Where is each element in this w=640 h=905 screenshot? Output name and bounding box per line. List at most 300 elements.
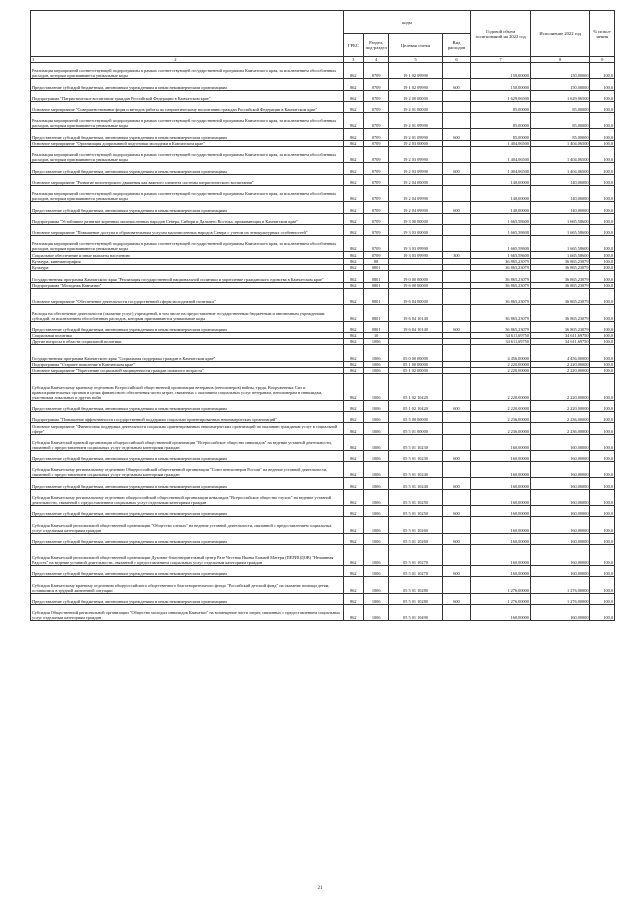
row-grbs: 862 [343, 332, 363, 338]
column-number: 3 [343, 57, 363, 63]
row-section: 1006 [363, 434, 389, 450]
row-target-article: 19 2 01 09990 [389, 113, 442, 129]
row-annual-amount: 160,00000 [471, 566, 531, 577]
row-section: 1006 [363, 533, 389, 544]
row-expense-type [442, 305, 471, 321]
row-grbs: 862 [343, 478, 363, 489]
row-section: 0709 [363, 129, 389, 140]
row-execution-amount: 150,00000 [530, 79, 590, 90]
page-number: 21 [317, 886, 323, 891]
row-expense-type [442, 90, 471, 101]
row-description: Реализация мероприятий соответствующей подпрограммы в рамках соответствующей государственной программы Камчатского края, за исключением обособленных расходов, которым присваиваются уникальные коды [31, 236, 344, 252]
table-row [31, 113, 615, 129]
row-execution-percent: 100,0 [590, 605, 615, 621]
row-section: 1006 [363, 605, 389, 621]
row-description: Реализация мероприятий соответствующей подпрограммы в рамках соответствующей государственной программы Камчатского края, за исключением обособленных расходов, которым присваиваются уникальные коды [31, 113, 344, 129]
row-grbs: 862 [343, 79, 363, 90]
row-execution-percent: 100,0 [590, 282, 615, 288]
row-execution-amount: 2 220,00000 [530, 361, 590, 367]
row-execution-percent: 100,0 [590, 339, 615, 345]
row-execution-amount: 85,00000 [530, 101, 590, 112]
table-row [31, 236, 615, 252]
table-row [31, 185, 615, 201]
table-row [31, 400, 615, 411]
row-expense-type [442, 101, 471, 112]
row-annual-amount: 1 404,06500 [471, 140, 531, 146]
row-target-article: 19 3 00 00000 [389, 213, 442, 224]
row-grbs: 862 [343, 517, 363, 533]
row-expense-type [442, 411, 471, 422]
row-section: 0709 [363, 185, 389, 201]
table-row [31, 411, 615, 422]
row-grbs: 862 [343, 113, 363, 129]
table-row [31, 478, 615, 489]
row-grbs: 862 [343, 462, 363, 478]
row-execution-percent: 100,0 [590, 478, 615, 489]
header-section: Раздел, под-раздел [363, 34, 389, 57]
row-expense-type [442, 462, 471, 478]
row-expense-type: 600 [442, 566, 471, 577]
row-description: Культура, кинематография [31, 258, 344, 264]
row-target-article: 19 2 01 00000 [389, 101, 442, 112]
header-type: Вид расходов [442, 34, 471, 57]
table-row [31, 533, 615, 544]
row-description: Субсидия Камчатскому региональному отделению Общероссийской общественной организации "Союз пенсионеров России" на ведение уставной деятельности, связанной с предоставлением социальных услуг отдельным категориям граждан [31, 462, 344, 478]
row-annual-amount: 4 456,00000 [471, 345, 531, 361]
row-execution-amount: 34 611,69750 [530, 332, 590, 338]
row-execution-amount: 85,00000 [530, 129, 590, 140]
row-annual-amount: 140,00000 [471, 185, 531, 201]
row-annual-amount: 2 220,00000 [471, 400, 531, 411]
row-grbs: 862 [343, 185, 363, 201]
row-grbs: 862 [343, 450, 363, 461]
row-annual-amount: 160,00000 [471, 478, 531, 489]
row-section: 0801 [363, 282, 389, 288]
row-section: 1006 [363, 577, 389, 593]
row-execution-percent: 100,0 [590, 544, 615, 565]
header-exec: Исполнение 2022 год [530, 11, 590, 57]
table-row [31, 147, 615, 163]
row-grbs: 862 [343, 174, 363, 185]
header-grbs: ГРБС [343, 34, 363, 57]
row-grbs: 862 [343, 577, 363, 593]
row-execution-percent: 100,0 [590, 288, 615, 304]
row-expense-type: 300 [442, 252, 471, 258]
row-execution-amount: 1 404,06500 [530, 140, 590, 146]
row-expense-type [442, 63, 471, 79]
row-execution-amount: 140,00000 [530, 185, 590, 201]
row-expense-type [442, 236, 471, 252]
row-description: Субсидия Общественной региональной организации "Общество молодых инвалидов Камчатки" на возмещение части затрат, связанных с предоставлением социальных услуг отдельным категориям граждан [31, 605, 344, 621]
row-section: 0801 [363, 321, 389, 332]
column-number: 8 [530, 57, 590, 63]
row-execution-amount: 36 865,23079 [530, 258, 590, 264]
table-row [31, 462, 615, 478]
row-target-article: 05 5 01 10240 [389, 462, 442, 478]
row-description: Реализация мероприятий соответствующей подпрограммы в рамках соответствующей государственной программы Камчатского края, за исключением обособленных расходов, которым присваиваются уникальные коды [31, 63, 344, 79]
row-target-article: 05 5 01 10280 [389, 577, 442, 593]
row-grbs: 862 [343, 593, 363, 604]
row-annual-amount: 160,00000 [471, 517, 531, 533]
column-number: 5 [389, 57, 442, 63]
budget-table [30, 10, 615, 621]
table-row [31, 566, 615, 577]
row-execution-amount: 36 865,23079 [530, 271, 590, 282]
row-section: 1006 [363, 505, 389, 516]
row-grbs: 862 [343, 224, 363, 235]
row-annual-amount: 1 629,06500 [471, 90, 531, 101]
row-execution-amount: 160,00000 [530, 605, 590, 621]
column-number: 9 [590, 57, 615, 63]
row-execution-amount: 36 865,23079 [530, 288, 590, 304]
row-expense-type [442, 174, 471, 185]
row-section: 0709 [363, 147, 389, 163]
row-description: Основное мероприятие "Совершенствование форм и методов работы по патриотическому воспитанию граждан Российской Федерации в Камчатском крае" [31, 101, 344, 112]
table-row [31, 374, 615, 400]
row-expense-type: 600 [442, 505, 471, 516]
row-annual-amount: 85,00000 [471, 101, 531, 112]
row-execution-percent: 100,0 [590, 345, 615, 361]
row-target-article: 05 1 02 10420 [389, 400, 442, 411]
row-annual-amount: 2 220,00000 [471, 361, 531, 367]
row-description: Основное мероприятие "Организация допризывной подготовки молодежи в Камчатском крае" [31, 140, 344, 146]
row-target-article: 05 1 00 00000 [389, 361, 442, 367]
row-description: Реализация мероприятий соответствующей подпрограммы в рамках соответствующей государственной программы Камчатского края, за исключением обособленных расходов, которым присваиваются уникальные коды [31, 147, 344, 163]
row-grbs: 862 [343, 544, 363, 565]
table-row [31, 605, 615, 621]
row-section: 0709 [363, 113, 389, 129]
row-execution-percent: 100,0 [590, 213, 615, 224]
row-annual-amount: 160,00000 [471, 489, 531, 505]
row-annual-amount: 2 236,00000 [471, 411, 531, 422]
row-execution-amount: 36 865,23079 [530, 305, 590, 321]
row-grbs: 862 [343, 339, 363, 345]
header-codes: коды [343, 11, 471, 34]
row-section: 1006 [363, 423, 389, 434]
row-section: 0801 [363, 305, 389, 321]
row-execution-percent: 100,0 [590, 505, 615, 516]
row-execution-amount: 160,00000 [530, 489, 590, 505]
row-target-article: 05 5 00 00000 [389, 411, 442, 422]
row-execution-amount: 1 665,58600 [530, 213, 590, 224]
row-annual-amount: 2 220,00000 [471, 374, 531, 400]
row-target-article: 05 5 01 10230 [389, 450, 442, 461]
row-execution-amount: 1 276,00000 [530, 593, 590, 604]
row-description: Подпрограмма "Устойчивое развитие коренных малочисленных народов Севера, Сибири и Дальнего Востока, проживающих в Камчатском крае" [31, 213, 344, 224]
row-target-article: 05 0 00 00000 [389, 345, 442, 361]
row-grbs: 862 [343, 271, 363, 282]
row-section: 1006 [363, 339, 389, 345]
header-name [31, 11, 344, 57]
table-row [31, 202, 615, 213]
row-execution-percent: 100,0 [590, 224, 615, 235]
row-execution-percent: 100,0 [590, 321, 615, 332]
row-target-article: 05 1 02 10420 [389, 374, 442, 400]
row-section: 0709 [363, 163, 389, 174]
row-execution-amount: 2 220,00000 [530, 400, 590, 411]
row-expense-type [442, 147, 471, 163]
row-execution-amount: 150,00000 [530, 63, 590, 79]
table-row [31, 544, 615, 565]
column-number: 7 [471, 57, 531, 63]
row-target-article: 19 2 01 09990 [389, 129, 442, 140]
row-annual-amount: 36 865,23079 [471, 265, 531, 271]
row-execution-percent: 100,0 [590, 400, 615, 411]
row-execution-amount: 1 404,06500 [530, 163, 590, 174]
row-annual-amount: 1 276,00000 [471, 577, 531, 593]
row-target-article: 19 3 03 09990 [389, 236, 442, 252]
row-execution-percent: 100,0 [590, 450, 615, 461]
row-execution-amount: 2 236,00000 [530, 423, 590, 434]
row-execution-amount: 2 220,00000 [530, 368, 590, 374]
row-description: Предоставление субсидий бюджетным, автономным учреждениям и иным некоммерческим организациям [31, 478, 344, 489]
row-annual-amount: 36 865,23079 [471, 321, 531, 332]
row-grbs: 862 [343, 90, 363, 101]
row-expense-type: 600 [442, 129, 471, 140]
row-target-article: 05 5 01 10230 [389, 434, 442, 450]
row-annual-amount: 1 404,06500 [471, 147, 531, 163]
row-target-article: 19 3 03 00000 [389, 224, 442, 235]
table-row [31, 321, 615, 332]
row-target-article: 19 2 04 09990 [389, 185, 442, 201]
row-expense-type: 600 [442, 202, 471, 213]
row-expense-type [442, 434, 471, 450]
row-description: Другие вопросы в области социальной политики [31, 339, 344, 345]
row-annual-amount: 1 665,58600 [471, 213, 531, 224]
row-grbs: 862 [343, 566, 363, 577]
row-execution-percent: 100,0 [590, 577, 615, 593]
row-execution-percent: 100,0 [590, 462, 615, 478]
row-expense-type [442, 224, 471, 235]
row-annual-amount: 2 236,00000 [471, 423, 531, 434]
table-row [31, 224, 615, 235]
row-description: Субсидия Камчатскому региональному отделению общероссийской общественной организации инвалидов "Всероссийское общество глухих" на ведение уставной деятельности, связанной с предоставлением социальных услуг отдельным категориям граждан [31, 489, 344, 505]
table-row [31, 450, 615, 461]
row-section: 1006 [363, 462, 389, 478]
row-description: Предоставление субсидий бюджетным, автономным учреждениям и иным некоммерческим организациям [31, 505, 344, 516]
row-expense-type [442, 489, 471, 505]
row-annual-amount: 36 865,23079 [471, 271, 531, 282]
row-execution-amount: 160,00000 [530, 544, 590, 565]
row-execution-percent: 100,0 [590, 129, 615, 140]
row-target-article: 19 2 03 09990 [389, 147, 442, 163]
row-execution-amount: 2 236,00000 [530, 411, 590, 422]
row-annual-amount: 1 404,06500 [471, 163, 531, 174]
row-description: Подпрограмма "Повышение эффективности государственной поддержки социально ориентированных некоммерческих организаций" [31, 411, 344, 422]
row-annual-amount: 34 611,69750 [471, 332, 531, 338]
row-section: 08 [363, 258, 389, 264]
row-target-article: 05 5 01 10270 [389, 566, 442, 577]
row-execution-amount: 85,00000 [530, 113, 590, 129]
row-description: Предоставление субсидий бюджетным, автономным учреждениям и иным некоммерческим организациям [31, 163, 344, 174]
row-annual-amount: 160,00000 [471, 605, 531, 621]
row-description: Предоставление субсидий бюджетным, автономным учреждениям и иным некоммерческим организациям [31, 79, 344, 90]
row-description: Предоставление субсидий бюджетным, автономным учреждениям и иным некоммерческим организациям [31, 450, 344, 461]
row-grbs: 862 [343, 101, 363, 112]
row-section: 0709 [363, 174, 389, 185]
column-number: 2 [174, 57, 177, 62]
row-annual-amount: 160,00000 [471, 462, 531, 478]
row-execution-percent: 100,0 [590, 489, 615, 505]
header-annual: Годовой объем ассигнований на 2022 год [471, 11, 531, 57]
row-target-article: 05 5 01 10260 [389, 533, 442, 544]
row-expense-type [442, 517, 471, 533]
row-target-article: 19 2 03 00000 [389, 140, 442, 146]
row-description: Предоставление субсидий бюджетным, автономным учреждениям и иным некоммерческим организациям [31, 400, 344, 411]
row-section: 0709 [363, 252, 389, 258]
row-execution-percent: 100,0 [590, 79, 615, 90]
row-section: 1006 [363, 400, 389, 411]
row-execution-percent: 100,0 [590, 533, 615, 544]
row-annual-amount: 1 665,58600 [471, 224, 531, 235]
row-execution-amount: 160,00000 [530, 533, 590, 544]
row-target-article: 05 5 01 00000 [389, 423, 442, 434]
row-description: Основное мероприятие "Обеспечение деятельности государственной сферы молодежной политики" [31, 288, 344, 304]
budget-sheet [30, 10, 615, 621]
table-row [31, 174, 615, 185]
row-target-article: 05 5 01 10250 [389, 505, 442, 516]
row-execution-amount: 36 865,23079 [530, 282, 590, 288]
row-expense-type: 600 [442, 450, 471, 461]
row-section: 0801 [363, 265, 389, 271]
row-description: Предоставление субсидий бюджетным, автономным учреждениям и иным некоммерческим организациям [31, 533, 344, 544]
row-execution-percent: 100,0 [590, 368, 615, 374]
row-section: 1006 [363, 517, 389, 533]
row-target-article: 19 2 04 00000 [389, 174, 442, 185]
row-expense-type: 600 [442, 533, 471, 544]
row-section: 0709 [363, 224, 389, 235]
table-row [31, 271, 615, 282]
row-grbs: 862 [343, 305, 363, 321]
row-description: Основное мероприятие "Повышение доступа к образовательным услугам малочисленных народов Севера с учетом их этнокультурных особенностей" [31, 224, 344, 235]
row-target-article: 19 6 00 00000 [389, 282, 442, 288]
table-row [31, 345, 615, 361]
row-section: 0709 [363, 236, 389, 252]
row-target-article: 19 3 03 09990 [389, 252, 442, 258]
row-annual-amount: 34 611,69750 [471, 339, 531, 345]
row-grbs: 862 [343, 288, 363, 304]
row-annual-amount: 1 665,58600 [471, 252, 531, 258]
row-grbs: 862 [343, 213, 363, 224]
row-target-article: 19 6 04 00000 [389, 288, 442, 304]
table-row [31, 63, 615, 79]
row-description: Субсидия Камчатскому краевому отделению Всероссийской общественной организации ветеранов (пенсионеров) войны, труда, Вооруженных Сил и правоохранительных органов в целях финансового обеспечения части затрат, связанных с оказанием социальных услуг ветеранам, пенсионерам и инвалидам, участникам локальных и других войн [31, 374, 344, 400]
row-annual-amount: 140,00000 [471, 174, 531, 185]
row-expense-type [442, 374, 471, 400]
row-expense-type: 600 [442, 593, 471, 604]
row-section: 0801 [363, 271, 389, 282]
row-execution-amount: 140,00000 [530, 202, 590, 213]
table-row [31, 577, 615, 593]
row-execution-percent: 100,0 [590, 101, 615, 112]
row-description: Субсидия Камчатской региональной общественной организации "Общество слепых" на ведение уставной деятельности, связанной с предоставлением социальных услуг отдельным категориям граждан [31, 517, 344, 533]
row-annual-amount: 36 865,23079 [471, 305, 531, 321]
row-section: 0709 [363, 63, 389, 79]
row-execution-percent: 100,0 [590, 265, 615, 271]
row-target-article: 05 5 01 10260 [389, 517, 442, 533]
row-target-article: 19 1 02 09990 [389, 63, 442, 79]
row-description: Субсидия Камчатской краевой организации общероссийской общественной организации "Всероссийское общество инвалидов" на ведение уставной деятельности, связанной с предоставлением социальных услуг отдельным категориям граждан [31, 434, 344, 450]
row-execution-amount: 1 665,58600 [530, 236, 590, 252]
row-description: Субсидия Камчатскому краевому отделению общероссийского общественного благотворительного фонда "Российский детский фонд" на оказание помощи детям, оставшимся в трудной жизненной ситуации [31, 577, 344, 593]
row-section: 0801 [363, 288, 389, 304]
row-section: 1006 [363, 361, 389, 367]
row-execution-percent: 100,0 [590, 517, 615, 533]
table-row [31, 489, 615, 505]
row-execution-amount: 140,00000 [530, 174, 590, 185]
row-section: 1006 [363, 450, 389, 461]
row-section: 1006 [363, 544, 389, 565]
row-target-article: 19 2 00 00000 [389, 90, 442, 101]
row-grbs: 862 [343, 282, 363, 288]
row-description: Государственная программа Камчатского края "Социальная поддержка граждан в Камчатском крае" [31, 345, 344, 361]
row-expense-type: 600 [442, 163, 471, 174]
row-target-article: 05 5 01 10240 [389, 478, 442, 489]
row-description: Субсидия Камчатской региональной общественной организации Духовно-благотворительный центр Разе Честная Иконы Божией Матери (ПЕРИОДОВ) "Нечаянная Радость" на ведение уставной деятельности, связанной с предоставлением социальных услуг отдельным категориям граждан [31, 544, 344, 565]
row-grbs: 862 [343, 163, 363, 174]
row-grbs: 862 [343, 505, 363, 516]
row-description: Подпрограмма "Патриотическое воспитание граждан Российской Федерации в Камчатском крае" [31, 90, 344, 101]
row-annual-amount: 1 276,00000 [471, 593, 531, 604]
row-execution-percent: 100,0 [590, 113, 615, 129]
row-description: Социальная политика [31, 332, 344, 338]
row-target-article: 19 2 03 09990 [389, 163, 442, 174]
row-description: Предоставление субсидий бюджетным, автономным учреждениям и иным некоммерческим организациям [31, 321, 344, 332]
row-execution-percent: 100,0 [590, 258, 615, 264]
row-execution-percent: 100,0 [590, 411, 615, 422]
table-row [31, 129, 615, 140]
row-description: Предоставление субсидий бюджетным, автономным учреждениям и иным некоммерческим организациям [31, 202, 344, 213]
row-expense-type [442, 577, 471, 593]
row-grbs: 862 [343, 321, 363, 332]
row-section: 1006 [363, 368, 389, 374]
row-section: 1006 [363, 489, 389, 505]
row-execution-percent: 100,0 [590, 423, 615, 434]
row-grbs: 862 [343, 423, 363, 434]
row-description: Культура [31, 265, 344, 271]
row-target-article: 05 5 01 10490 [389, 605, 442, 621]
row-grbs: 862 [343, 368, 363, 374]
row-grbs: 862 [343, 345, 363, 361]
row-expense-type [442, 423, 471, 434]
row-execution-amount: 34 611,69750 [530, 339, 590, 345]
row-target-article: 19 6 04 10140 [389, 321, 442, 332]
table-row [31, 423, 615, 434]
row-expense-type [442, 113, 471, 129]
row-grbs: 862 [343, 489, 363, 505]
row-annual-amount: 140,00000 [471, 202, 531, 213]
row-execution-percent: 100,0 [590, 140, 615, 146]
row-description: Подпрограмма "Старшее поколение в Камчатском крае" [31, 361, 344, 367]
row-execution-percent: 100,0 [590, 90, 615, 101]
row-grbs: 862 [343, 147, 363, 163]
row-grbs: 862 [343, 202, 363, 213]
row-execution-amount: 160,00000 [530, 478, 590, 489]
row-expense-type: 600 [442, 79, 471, 90]
row-grbs: 862 [343, 605, 363, 621]
table-row [31, 163, 615, 174]
row-execution-amount: 36 865,23079 [530, 321, 590, 332]
table-row [31, 79, 615, 90]
row-section: 1006 [363, 478, 389, 489]
row-execution-amount: 4 456,00000 [530, 345, 590, 361]
row-description: Подпрограмма "Молодежь Камчатки" [31, 282, 344, 288]
row-target-article: 19 6 04 10140 [389, 305, 442, 321]
row-description: Основное мероприятие "Развитие волонтерского движения как важного элемента системы патриотического воспитания" [31, 174, 344, 185]
row-description: Предоставление субсидий бюджетным, автономным учреждениям и иным некоммерческим организациям [31, 593, 344, 604]
row-execution-amount: 160,00000 [530, 517, 590, 533]
row-execution-percent: 100,0 [590, 305, 615, 321]
